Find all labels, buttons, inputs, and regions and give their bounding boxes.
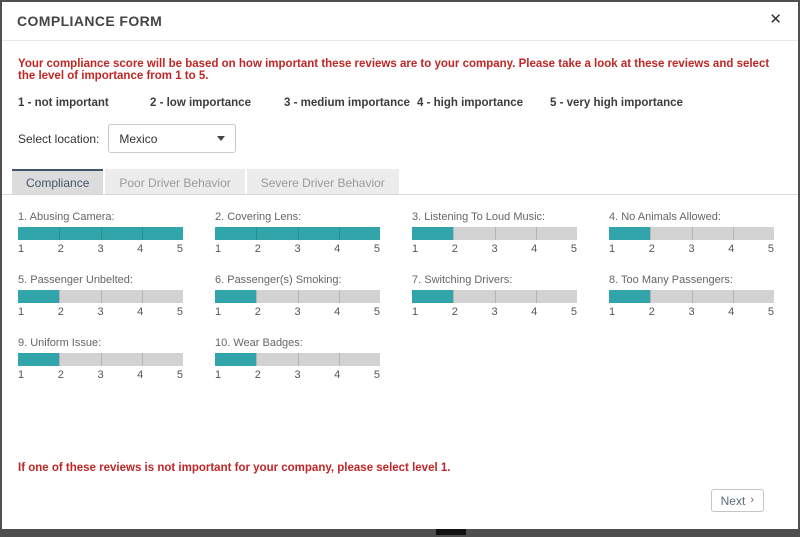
scale-number: 3 [294, 306, 301, 318]
legend-item: 4 - high importance [417, 97, 524, 109]
scale-number: 4 [531, 306, 538, 318]
scale-number: 3 [97, 243, 104, 255]
window-edge-notch [436, 529, 466, 535]
slider-scale [609, 306, 774, 318]
slider-fill [215, 290, 256, 303]
slider-item [18, 211, 183, 255]
legend-item: 1 - not important [18, 97, 109, 109]
scale-number: 3 [97, 306, 104, 318]
scale-number: 5 [767, 243, 774, 255]
lower-content [2, 211, 798, 512]
slider-item [412, 211, 577, 255]
chevron-right-icon: › [750, 494, 754, 506]
slider-label: 3. Listening To Loud Music: [412, 211, 546, 223]
scale-number: 1 [215, 369, 222, 381]
slider-scale [215, 306, 380, 318]
scale-number: 4 [137, 243, 144, 255]
track-tick-mark [495, 227, 496, 240]
slider-label: 4. No Animals Allowed: [609, 211, 721, 223]
slider-label: 5. Passenger Unbelted: [18, 274, 133, 286]
track-tick-mark [101, 353, 102, 366]
location-label: Select location: [18, 131, 100, 146]
scale-number: 5 [373, 369, 380, 381]
track-tick-mark [453, 227, 454, 240]
scale-number: 1 [18, 306, 25, 318]
track-tick-mark [101, 227, 102, 240]
slider-track[interactable] [609, 227, 774, 240]
footer-note: If one of these reviews is not important for your company, please select level 1. [18, 462, 451, 474]
slider-label: 2. Covering Lens: [215, 211, 302, 223]
scale-number: 3 [688, 243, 695, 255]
scale-number: 1 [215, 243, 222, 255]
importance-legend [18, 97, 782, 109]
scale-number: 5 [176, 306, 183, 318]
scale-number: 4 [137, 306, 144, 318]
slider-scale [412, 306, 577, 318]
scale-number: 3 [294, 369, 301, 381]
track-tick-mark [256, 227, 257, 240]
scale-number: 1 [18, 369, 25, 381]
scale-number: 1 [609, 243, 616, 255]
scale-number: 3 [97, 369, 104, 381]
scale-number: 2 [57, 306, 64, 318]
scale-number: 4 [137, 369, 144, 381]
tab-compliance[interactable]: Compliance [12, 169, 103, 194]
dialog-title: COMPLIANCE FORM [17, 13, 163, 29]
track-tick-mark [536, 290, 537, 303]
track-tick-mark [298, 290, 299, 303]
track-tick-mark [536, 227, 537, 240]
slider-item [215, 274, 380, 318]
scale-number: 2 [648, 243, 655, 255]
chevron-down-icon [217, 136, 225, 141]
track-tick-mark [692, 290, 693, 303]
tabs [2, 169, 798, 195]
track-tick-mark [59, 227, 60, 240]
slider-label: 8. Too Many Passengers: [609, 274, 733, 286]
track-tick-mark [59, 353, 60, 366]
track-tick-mark [142, 290, 143, 303]
slider-label: 10. Wear Badges: [215, 337, 303, 349]
scale-number: 2 [451, 306, 458, 318]
upper-content [2, 58, 798, 153]
track-tick-mark [650, 290, 651, 303]
slider-item [18, 274, 183, 318]
slider-label: 6. Passenger(s) Smoking: [215, 274, 342, 286]
scale-number: 2 [254, 306, 261, 318]
slider-fill [18, 290, 59, 303]
scale-number: 4 [334, 243, 341, 255]
legend-item: 3 - medium importance [284, 97, 410, 109]
scale-number: 4 [728, 306, 735, 318]
slider-fill [412, 227, 453, 240]
legend-item: 2 - low importance [150, 97, 251, 109]
slider-scale [18, 369, 183, 381]
scale-number: 1 [215, 306, 222, 318]
scale-number: 5 [373, 306, 380, 318]
scale-number: 5 [176, 243, 183, 255]
scale-number: 5 [176, 369, 183, 381]
slider-label: 1. Abusing Camera: [18, 211, 115, 223]
scale-number: 2 [648, 306, 655, 318]
location-row [18, 124, 782, 153]
slider-item [215, 211, 380, 255]
slider-scale [215, 243, 380, 255]
track-tick-mark [59, 290, 60, 303]
tab-poor-driver-behavior[interactable]: Poor Driver Behavior [105, 169, 244, 194]
slider-scale [412, 243, 577, 255]
slider-item [609, 211, 774, 255]
scale-number: 2 [57, 243, 64, 255]
location-select[interactable] [108, 124, 236, 153]
slider-track[interactable] [412, 290, 577, 303]
track-tick-mark [453, 290, 454, 303]
next-button-label: Next [720, 493, 746, 508]
track-tick-mark [101, 290, 102, 303]
track-tick-mark [142, 227, 143, 240]
scale-number: 3 [491, 243, 498, 255]
slider-track[interactable] [215, 227, 380, 240]
close-icon[interactable]: ✕ [769, 11, 782, 28]
scale-number: 5 [570, 243, 577, 255]
scale-number: 2 [57, 369, 64, 381]
track-tick-mark [298, 227, 299, 240]
slider-scale [18, 306, 183, 318]
track-tick-mark [733, 290, 734, 303]
slider-track[interactable] [18, 353, 183, 366]
scale-number: 1 [18, 243, 25, 255]
slider-track[interactable] [215, 353, 380, 366]
sliders-grid [18, 211, 782, 381]
track-tick-mark [650, 227, 651, 240]
track-tick-mark [339, 227, 340, 240]
scale-number: 4 [334, 369, 341, 381]
scale-number: 5 [767, 306, 774, 318]
slider-fill [18, 353, 59, 366]
track-tick-mark [733, 227, 734, 240]
slider-scale [18, 243, 183, 255]
track-tick-mark [256, 290, 257, 303]
track-tick-mark [298, 353, 299, 366]
next-row [18, 489, 782, 512]
slider-track[interactable] [215, 290, 380, 303]
track-tick-mark [256, 353, 257, 366]
track-tick-mark [142, 353, 143, 366]
track-tick-mark [692, 227, 693, 240]
track-tick-mark [339, 290, 340, 303]
window-edge [2, 529, 798, 535]
scale-number: 1 [412, 243, 419, 255]
slider-track[interactable] [18, 227, 183, 240]
location-selected-value: Mexico [119, 131, 158, 146]
slider-fill [215, 353, 256, 366]
scale-number: 4 [334, 306, 341, 318]
next-button[interactable] [711, 489, 764, 512]
dialog-header [2, 2, 798, 41]
scale-number: 2 [451, 243, 458, 255]
scale-number: 1 [412, 306, 419, 318]
scale-number: 5 [570, 306, 577, 318]
scale-number: 4 [728, 243, 735, 255]
scale-number: 1 [609, 306, 616, 318]
slider-item [609, 274, 774, 318]
scale-number: 3 [294, 243, 301, 255]
track-tick-mark [495, 290, 496, 303]
slider-scale [215, 369, 380, 381]
slider-label: 7. Switching Drivers: [412, 274, 513, 286]
legend-item: 5 - very high importance [550, 97, 683, 109]
scale-number: 3 [688, 306, 695, 318]
scale-number: 3 [491, 306, 498, 318]
track-tick-mark [339, 353, 340, 366]
slider-fill [412, 290, 453, 303]
slider-item [215, 337, 380, 381]
scale-number: 4 [531, 243, 538, 255]
slider-scale [609, 243, 774, 255]
slider-track[interactable] [609, 290, 774, 303]
slider-track[interactable] [412, 227, 577, 240]
tab-severe-driver-behavior[interactable]: Severe Driver Behavior [247, 169, 399, 194]
scale-number: 5 [373, 243, 380, 255]
scale-number: 2 [254, 369, 261, 381]
slider-fill [609, 290, 650, 303]
slider-item [412, 274, 577, 318]
intro-text: Your compliance score will be based on how important these reviews are to your company. Please take a look at these reviews and select the level of importance from 1 to 5. [18, 58, 770, 82]
slider-item [18, 337, 183, 381]
slider-track[interactable] [18, 290, 183, 303]
scale-number: 2 [254, 243, 261, 255]
slider-fill [609, 227, 650, 240]
slider-label: 9. Uniform Issue: [18, 337, 102, 349]
